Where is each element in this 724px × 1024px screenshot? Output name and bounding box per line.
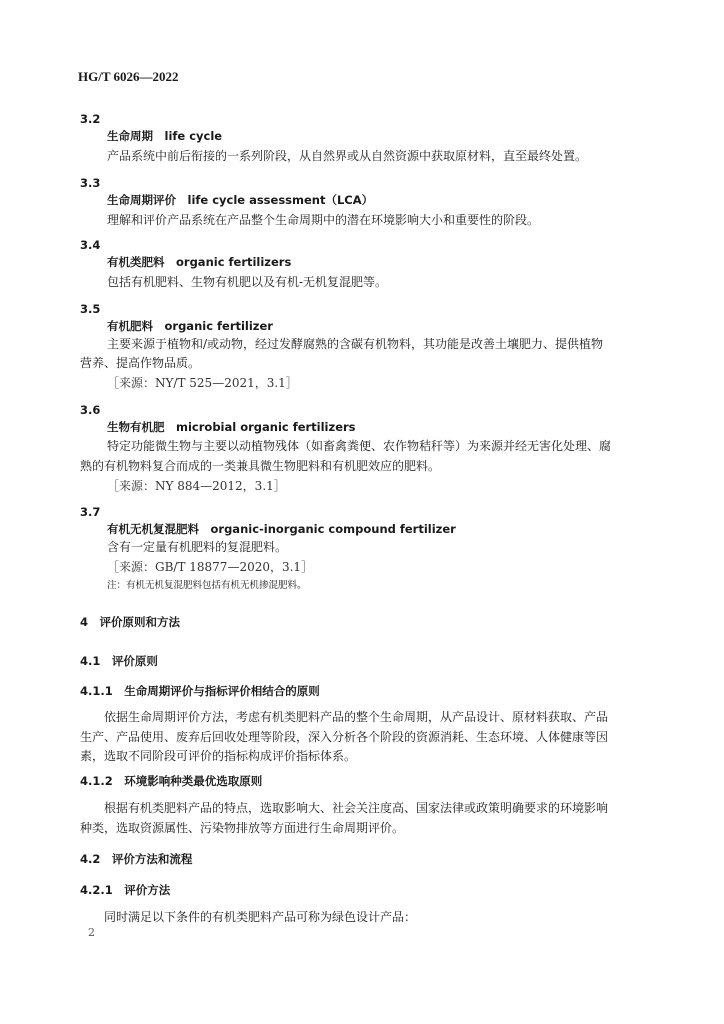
term-title: 有机肥料 organic fertilizer [107, 319, 273, 333]
term-title: 有机类肥料 organic fertilizers [107, 255, 292, 269]
source-reference: ［来源：NY 884—2012，3.1］ [107, 479, 286, 493]
definition-line: 主要来源于植物和/或动物，经过发酵腐熟的含碳有机物料，其功能是改善土壤肥力、提供植物 [107, 337, 604, 351]
paragraph-line: 素，选取不同阶段可评价的指标构成评价指标体系。 [80, 749, 357, 763]
definition-line: 理解和评价产品系统在产品整个生命周期中的潜在环境影响大小和重要性的阶段。 [107, 213, 540, 227]
subsection-heading: 4.2.1 评价方法 [80, 883, 171, 897]
definition-line: 产品系统中前后衔接的一系列阶段，从自然界或从自然资源中获取原材料，直至最终处置。 [107, 149, 588, 163]
source-reference: ［来源：NY/T 525—2021，3.1］ [107, 376, 298, 390]
clause-number: 3.6 [80, 403, 101, 417]
clause-number: 3.3 [80, 176, 101, 190]
term-title: 生命周期 life cycle [107, 129, 223, 143]
clause-number: 3.4 [80, 238, 101, 252]
source-reference: ［来源：GB/T 18877—2020，3.1］ [107, 560, 314, 574]
paragraph-line: 同时满足以下条件的有机类肥料产品可称为绿色设计产品： [104, 910, 417, 924]
subsection-heading: 4.1.2 环境影响种类最优选取原则 [80, 774, 263, 788]
document-code-header: HG/T 6026—2022 [78, 69, 179, 84]
subsection-heading: 4.1.1 生命周期评价与指标评价相结合的原则 [80, 684, 320, 698]
page-number: 2 [88, 926, 95, 939]
paragraph-line: 依据生命周期评价方法，考虑有机类肥料产品的整个生命周期，从产品设计、原材料获取、产品 [104, 710, 609, 724]
paragraph-line: 生产、产品使用、废弃后回收处理等阶段，深入分析各个阶段的资源消耗、生态环境、人体健康等因 [80, 730, 609, 744]
term-title: 有机无机复混肥料 organic-inorganic compound fertilizer [107, 522, 456, 536]
section-heading: 4 评价原则和方法 [80, 615, 181, 629]
paragraph-line: 种类，选取资源属性、污染物排放等方面进行生命周期评价。 [80, 821, 405, 835]
definition-line: 含有一定量有机肥料的复混肥料。 [107, 540, 288, 554]
definition-line: 特定功能微生物与主要以动植物残体（如畜禽粪便、农作物秸秆等）为来源并经无害化处理、腐 [107, 439, 612, 453]
subsection-heading: 4.2 评价方法和流程 [80, 852, 193, 866]
definition-line: 营养、提高作物品质。 [80, 356, 201, 370]
paragraph-line: 根据有机类肥料产品的特点，选取影响大、社会关注度高、国家法律或政策明确要求的环境影响 [104, 801, 609, 815]
definition-line: 熟的有机物料复合而成的一类兼具微生物肥料和有机肥效应的肥料。 [80, 459, 441, 473]
definition-line: 包括有机肥料、生物有机肥以及有机-无机复混肥等。 [107, 275, 388, 289]
clause-number: 3.2 [80, 112, 101, 126]
subsection-heading: 4.1 评价原则 [80, 654, 158, 668]
term-title: 生物有机肥 microbial organic fertilizers [107, 420, 356, 434]
clause-number: 3.5 [80, 302, 101, 316]
clause-number: 3.7 [80, 505, 101, 519]
note-text: 注：有机无机复混肥料包括有机无机掺混肥料。 [107, 580, 307, 591]
term-title: 生命周期评价 life cycle assessment（LCA） [107, 193, 374, 207]
